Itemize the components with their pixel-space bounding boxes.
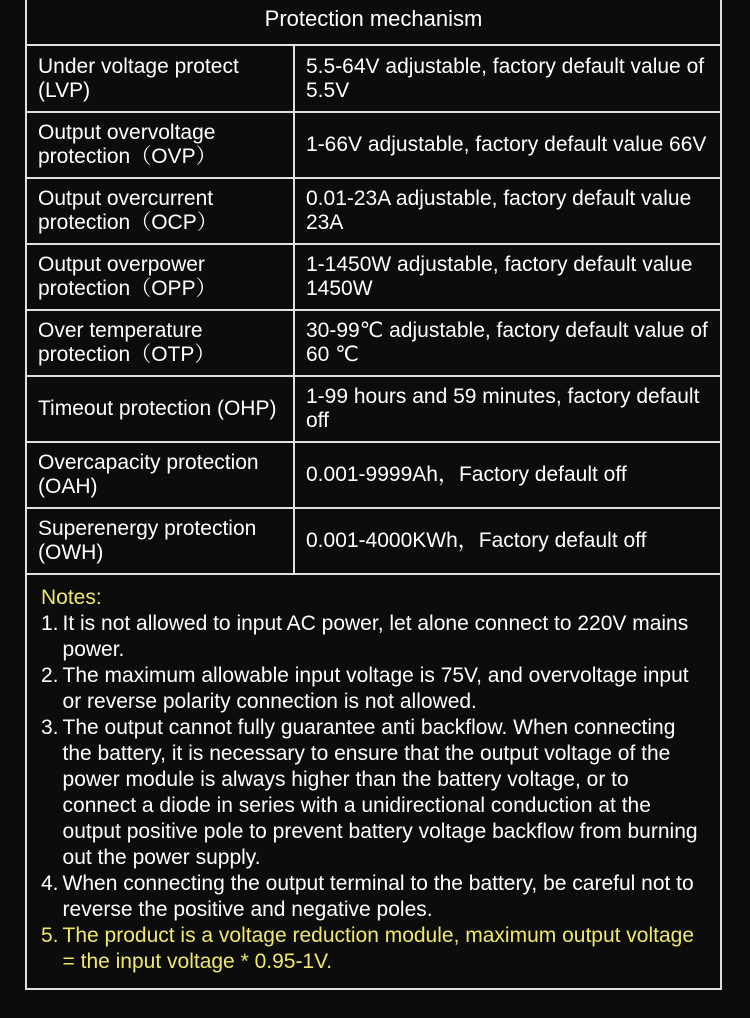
notes-section: [27, 575, 720, 975]
table-row: [27, 178, 720, 244]
spec-frame: [25, 0, 722, 990]
value-cell: 1-1450W adjustable, factory default value 1450W: [294, 244, 720, 310]
table-title: Protection mechanism: [27, 0, 720, 46]
table-row: [27, 244, 720, 310]
protection-table: [27, 46, 720, 575]
value-cell: 30-99℃ adjustable, factory default value of 60 ℃: [294, 310, 720, 376]
param-cell: Output overpower protection（OPP）: [27, 244, 294, 310]
note-text: The product is a voltage reduction module, maximum output voltage = the input voltage * 0.95-1V.: [62, 924, 695, 973]
table-row: [27, 442, 720, 508]
table-row: [27, 112, 720, 178]
param-cell: Under voltage protect (LVP): [27, 46, 294, 112]
value-cell: 0.001-9999Ah，Factory default off: [294, 442, 720, 508]
note-number: 2.: [41, 664, 59, 687]
param-cell: Timeout protection (OHP): [27, 376, 294, 442]
note-text: It is not allowed to input AC power, let alone connect to 220V mains power.: [62, 612, 689, 661]
param-cell: Overcapacity protection (OAH): [27, 442, 294, 508]
table-row: [27, 508, 720, 574]
value-cell: 5.5-64V adjustable, factory default value of 5.5V: [294, 46, 720, 112]
note-number: 1.: [41, 612, 59, 635]
note-text: The maximum allowable input voltage is 75V, and overvoltage input or reverse polarity connection is not allowed.: [62, 664, 689, 713]
notes-title: Notes:: [41, 586, 102, 609]
value-cell: 0.01-23A adjustable, factory default value 23A: [294, 178, 720, 244]
table-row: [27, 310, 720, 376]
note-text: When connecting the output terminal to the battery, be careful not to reverse the positive and negative poles.: [62, 872, 694, 921]
value-cell: 0.001-4000KWh，Factory default off: [294, 508, 720, 574]
param-cell: Output overvoltage protection（OVP）: [27, 112, 294, 178]
table-row: [27, 376, 720, 442]
value-cell: 1-99 hours and 59 minutes, factory default off: [294, 376, 720, 442]
note-number: 4.: [41, 872, 59, 895]
note-number: 3.: [41, 716, 59, 739]
note-item-highlight: [41, 923, 706, 975]
note-item: [41, 871, 706, 923]
param-cell: Over temperature protection（OTP）: [27, 310, 294, 376]
note-item: [41, 611, 706, 663]
note-item: [41, 715, 706, 871]
param-cell: Superenergy protection (OWH): [27, 508, 294, 574]
param-cell: Output overcurrent protection（OCP）: [27, 178, 294, 244]
note-item: [41, 663, 706, 715]
table-row: [27, 46, 720, 112]
note-number: 5.: [41, 924, 59, 947]
note-text: The output cannot fully guarantee anti backflow. When connecting the battery, it is necessary to ensure that the output voltage of the power module is always higher than the battery voltage, or to connect a diode in series with a unidirectional conduction at the output positive pole to prevent battery voltage backflow from burning out the power supply.: [62, 716, 698, 869]
value-cell: 1-66V adjustable, factory default value 66V: [294, 112, 720, 178]
